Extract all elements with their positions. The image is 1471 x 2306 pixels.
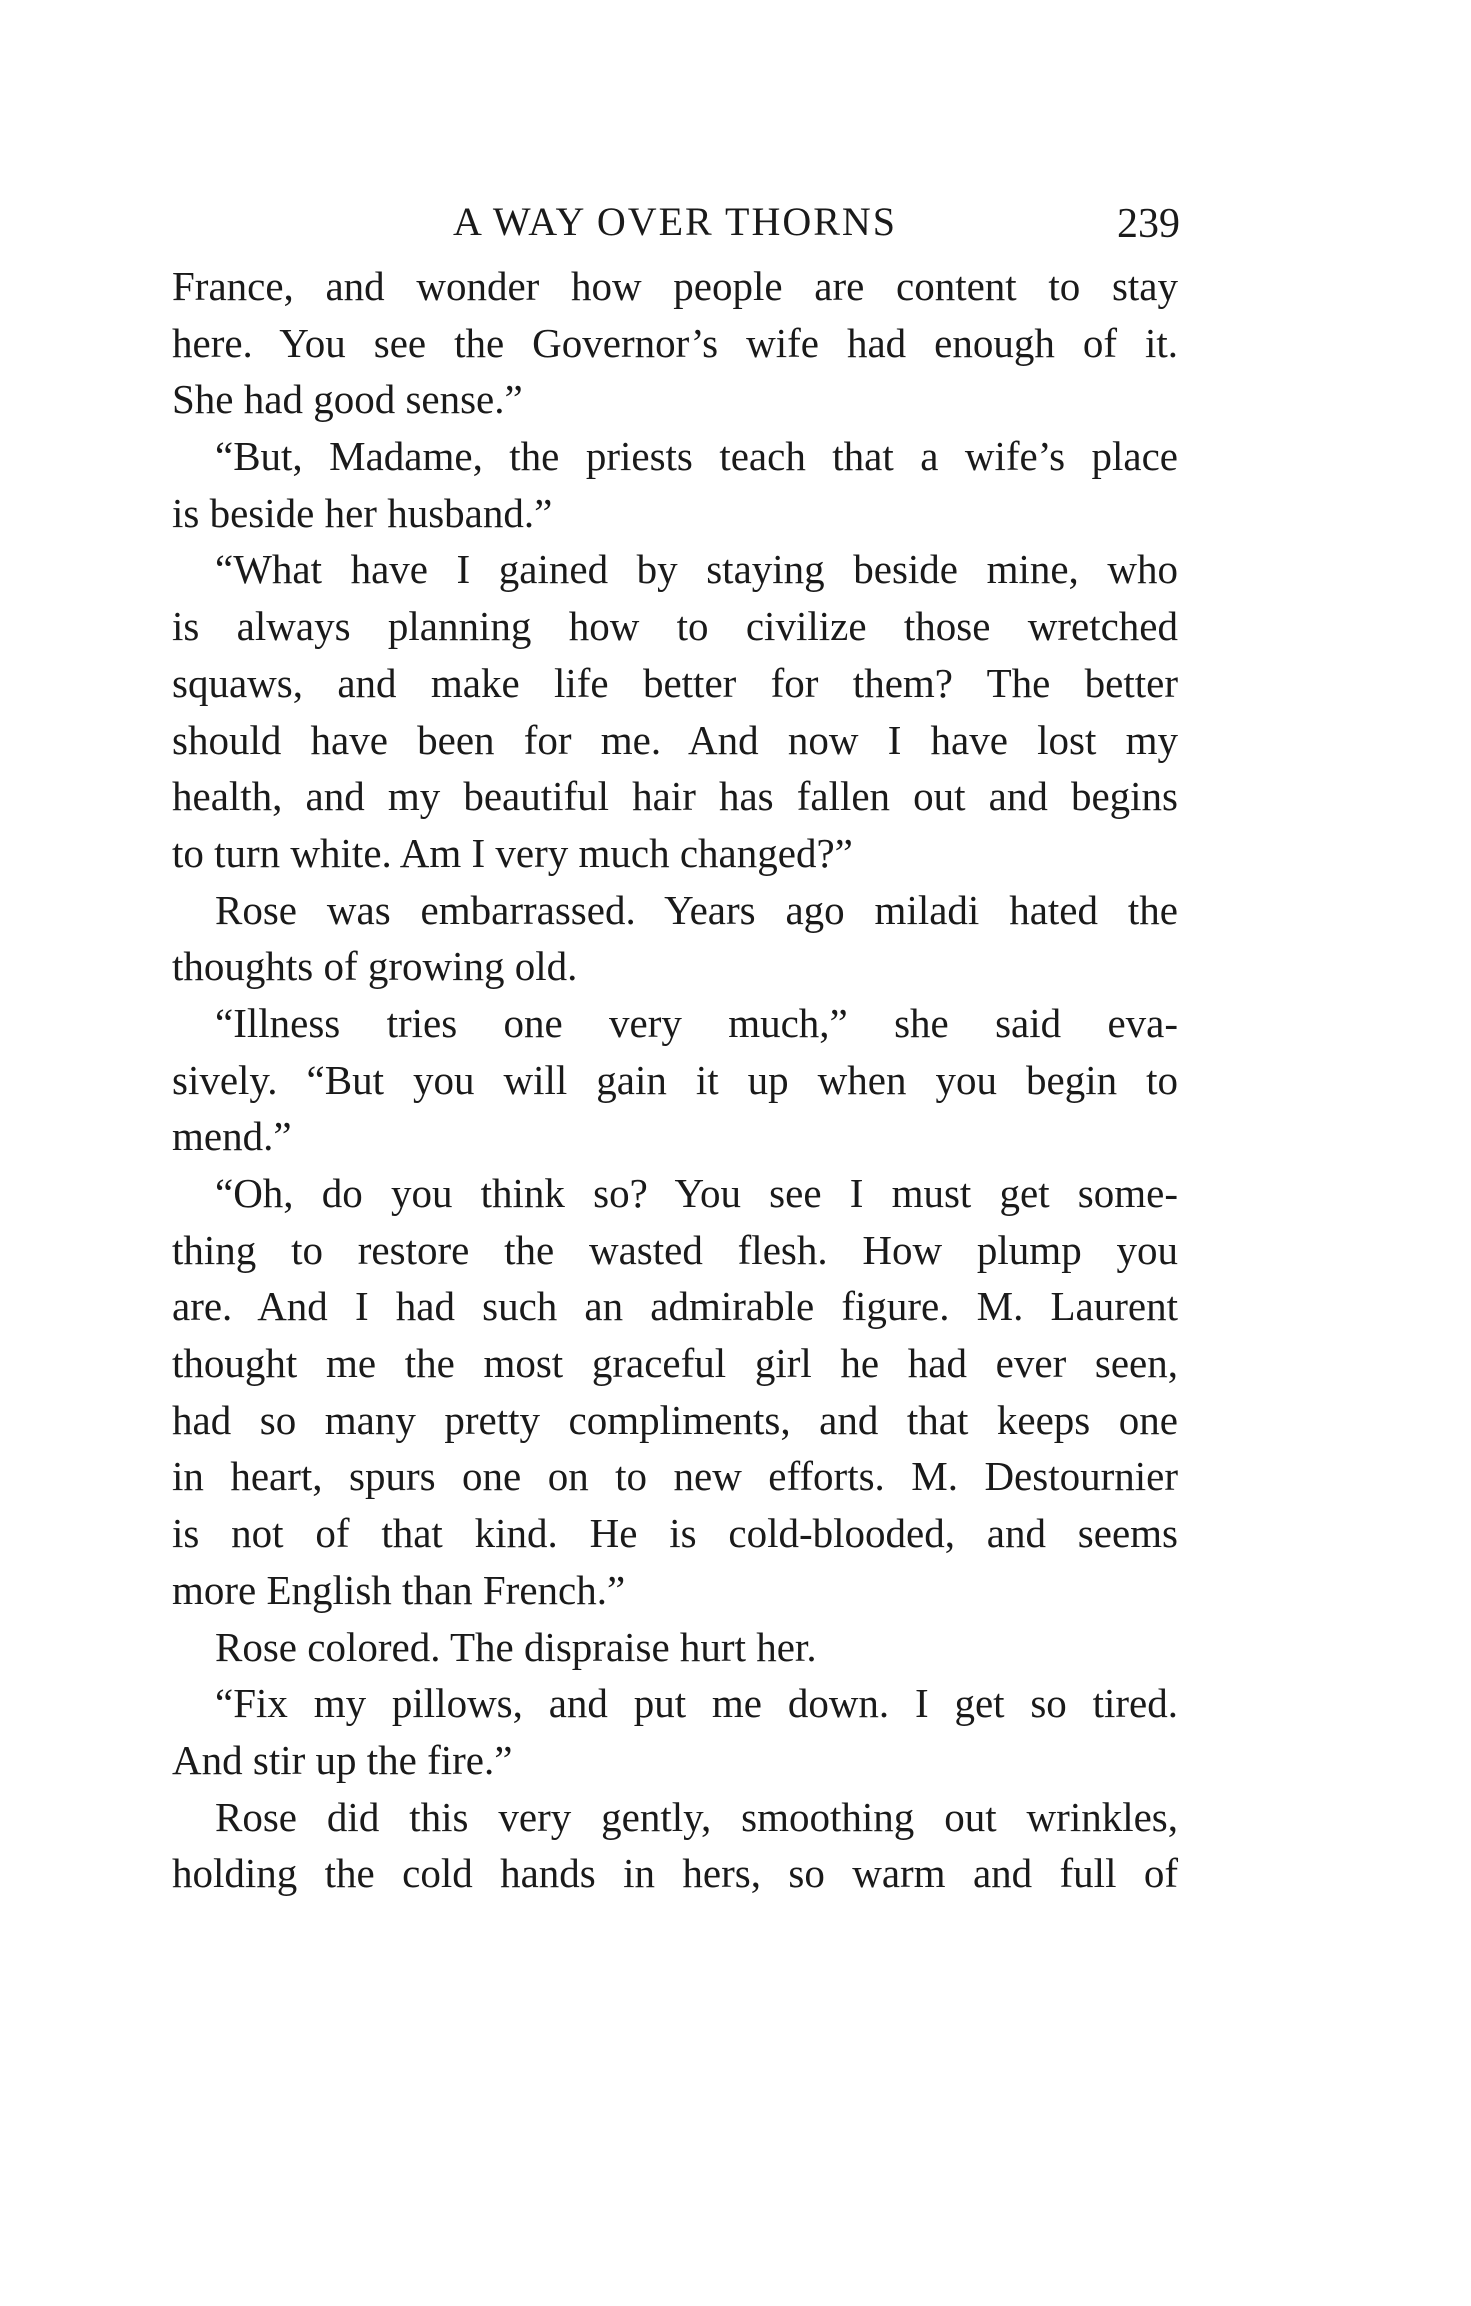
- text-line: here. You see the Governor’s wife had enough of it.: [172, 319, 1178, 366]
- text-line: thoughts of growing old.: [172, 943, 578, 990]
- text-line: And stir up the fire.”: [172, 1736, 513, 1783]
- text-line: are. And I had such an admirable figure. M. Laurent: [172, 1283, 1178, 1330]
- text-line: squaws, and make life better for them? The better: [172, 659, 1178, 706]
- text-line: more English than French.”: [172, 1566, 626, 1613]
- text-line: “What have I gained by staying beside mine, who: [215, 546, 1178, 593]
- text-line: is beside her husband.”: [172, 489, 553, 536]
- text-line: is not of that kind. He is cold-blooded, and seems: [172, 1510, 1178, 1557]
- text-line: sively. “But you will gain it up when you begin to: [172, 1056, 1178, 1103]
- text-line: Rose was embarrassed. Years ago miladi hated the: [215, 886, 1178, 933]
- text-line: to turn white. Am I very much changed?”: [172, 829, 853, 876]
- text-line: Rose colored. The dispraise hurt her.: [215, 1623, 817, 1670]
- text-line: is always planning how to civilize those wretched: [172, 603, 1178, 650]
- text-line: mend.”: [172, 1113, 292, 1160]
- text-line: holding the cold hands in hers, so warm and full of: [172, 1850, 1178, 1897]
- text-line: “Oh, do you think so? You see I must get some-: [215, 1170, 1178, 1216]
- text-line: should have been for me. And now I have lost my: [172, 716, 1178, 763]
- page-number: 239: [1117, 201, 1180, 247]
- text-line: in heart, spurs one on to new efforts. M. Destournier: [172, 1453, 1178, 1500]
- running-head: [170, 192, 1180, 252]
- text-line: thought me the most graceful girl he had ever seen,: [172, 1340, 1178, 1387]
- text-line: thing to restore the wasted flesh. How plump you: [172, 1226, 1178, 1273]
- text-line: “But, Madame, the priests teach that a wife’s place: [215, 433, 1178, 480]
- text-line: France, and wonder how people are content to stay: [172, 263, 1178, 309]
- body-text: [172, 258, 1178, 1902]
- text-line: Rose did this very gently, smoothing out wrinkles,: [215, 1793, 1178, 1840]
- text-line: “Illness tries one very much,” she said eva-: [215, 999, 1178, 1046]
- running-title: A WAY OVER THORNS: [452, 199, 898, 244]
- text-line: had so many pretty compliments, and that keeps one: [172, 1396, 1178, 1443]
- text-line: She had good sense.”: [172, 376, 523, 423]
- text-line: “Fix my pillows, and put me down. I get so tired.: [215, 1680, 1178, 1727]
- text-line: health, and my beautiful hair has fallen out and begins: [172, 773, 1178, 820]
